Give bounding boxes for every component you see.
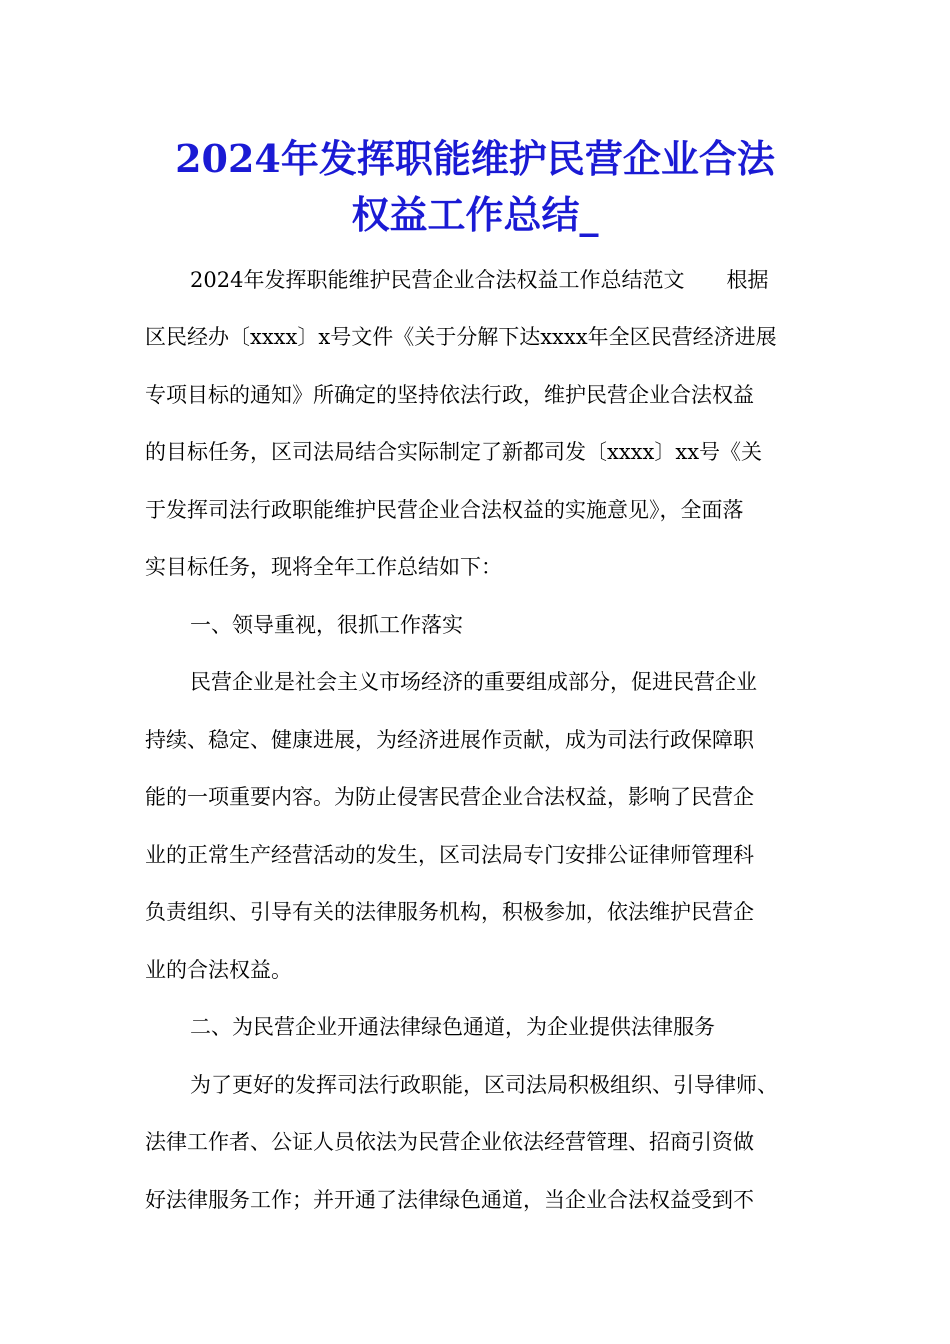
paragraph-line: 区民经办〔xxxx〕x号文件《关于分解下达xxxx年全区民营经济进展: [145, 325, 777, 349]
paragraph-line: 业的正常生产经营活动的发生，区司法局专门安排公证律师管理科: [145, 843, 754, 867]
paragraph-line: 业的合法权益。: [145, 958, 292, 982]
section-heading: 二、为民营企业开通法律绿色通道，为企业提供法律服务: [190, 1015, 715, 1039]
document-title-line-2: 权益工作总结_: [351, 192, 599, 237]
paragraph-line: 负责组织、引导有关的法律服务机构，积极参加，依法维护民营企: [145, 900, 754, 924]
paragraph-line: 持续、稳定、健康进展，为经济进展作贡献，成为司法行政保障职: [145, 728, 754, 752]
paragraph-line: 实目标任务，现将全年工作总结如下：: [145, 555, 502, 579]
paragraph-line: 为了更好的发挥司法行政职能，区司法局积极组织、引导律师、: [190, 1073, 778, 1097]
paragraph-line: 专项目标的通知》所确定的坚持依法行政，维护民营企业合法权益: [145, 383, 754, 407]
paragraph-line: 好法律服务工作；并开通了法律绿色通道，当企业合法权益受到不: [145, 1188, 754, 1212]
paragraph-line: 能的一项重要内容。为防止侵害民营企业合法权益，影响了民营企: [145, 785, 754, 809]
paragraph-line: 民营企业是社会主义市场经济的重要组成部分，促进民营企业: [190, 670, 757, 694]
paragraph-line: 法律工作者、公证人员依法为民营企业依法经营管理、招商引资做: [145, 1130, 754, 1154]
paragraph-line: 2024年发挥职能维护民营企业合法权益工作总结范文 根据: [190, 268, 769, 292]
document-title-line-1: 2024年发挥职能维护民营企业合法: [175, 136, 775, 181]
paragraph-line: 的目标任务，区司法局结合实际制定了新都司发〔xxxx〕xx号《关: [145, 440, 763, 464]
paragraph-line: 于发挥司法行政职能维护民营企业合法权益的实施意见》，全面落: [145, 498, 744, 522]
section-heading: 一、领导重视，很抓工作落实: [190, 613, 463, 637]
